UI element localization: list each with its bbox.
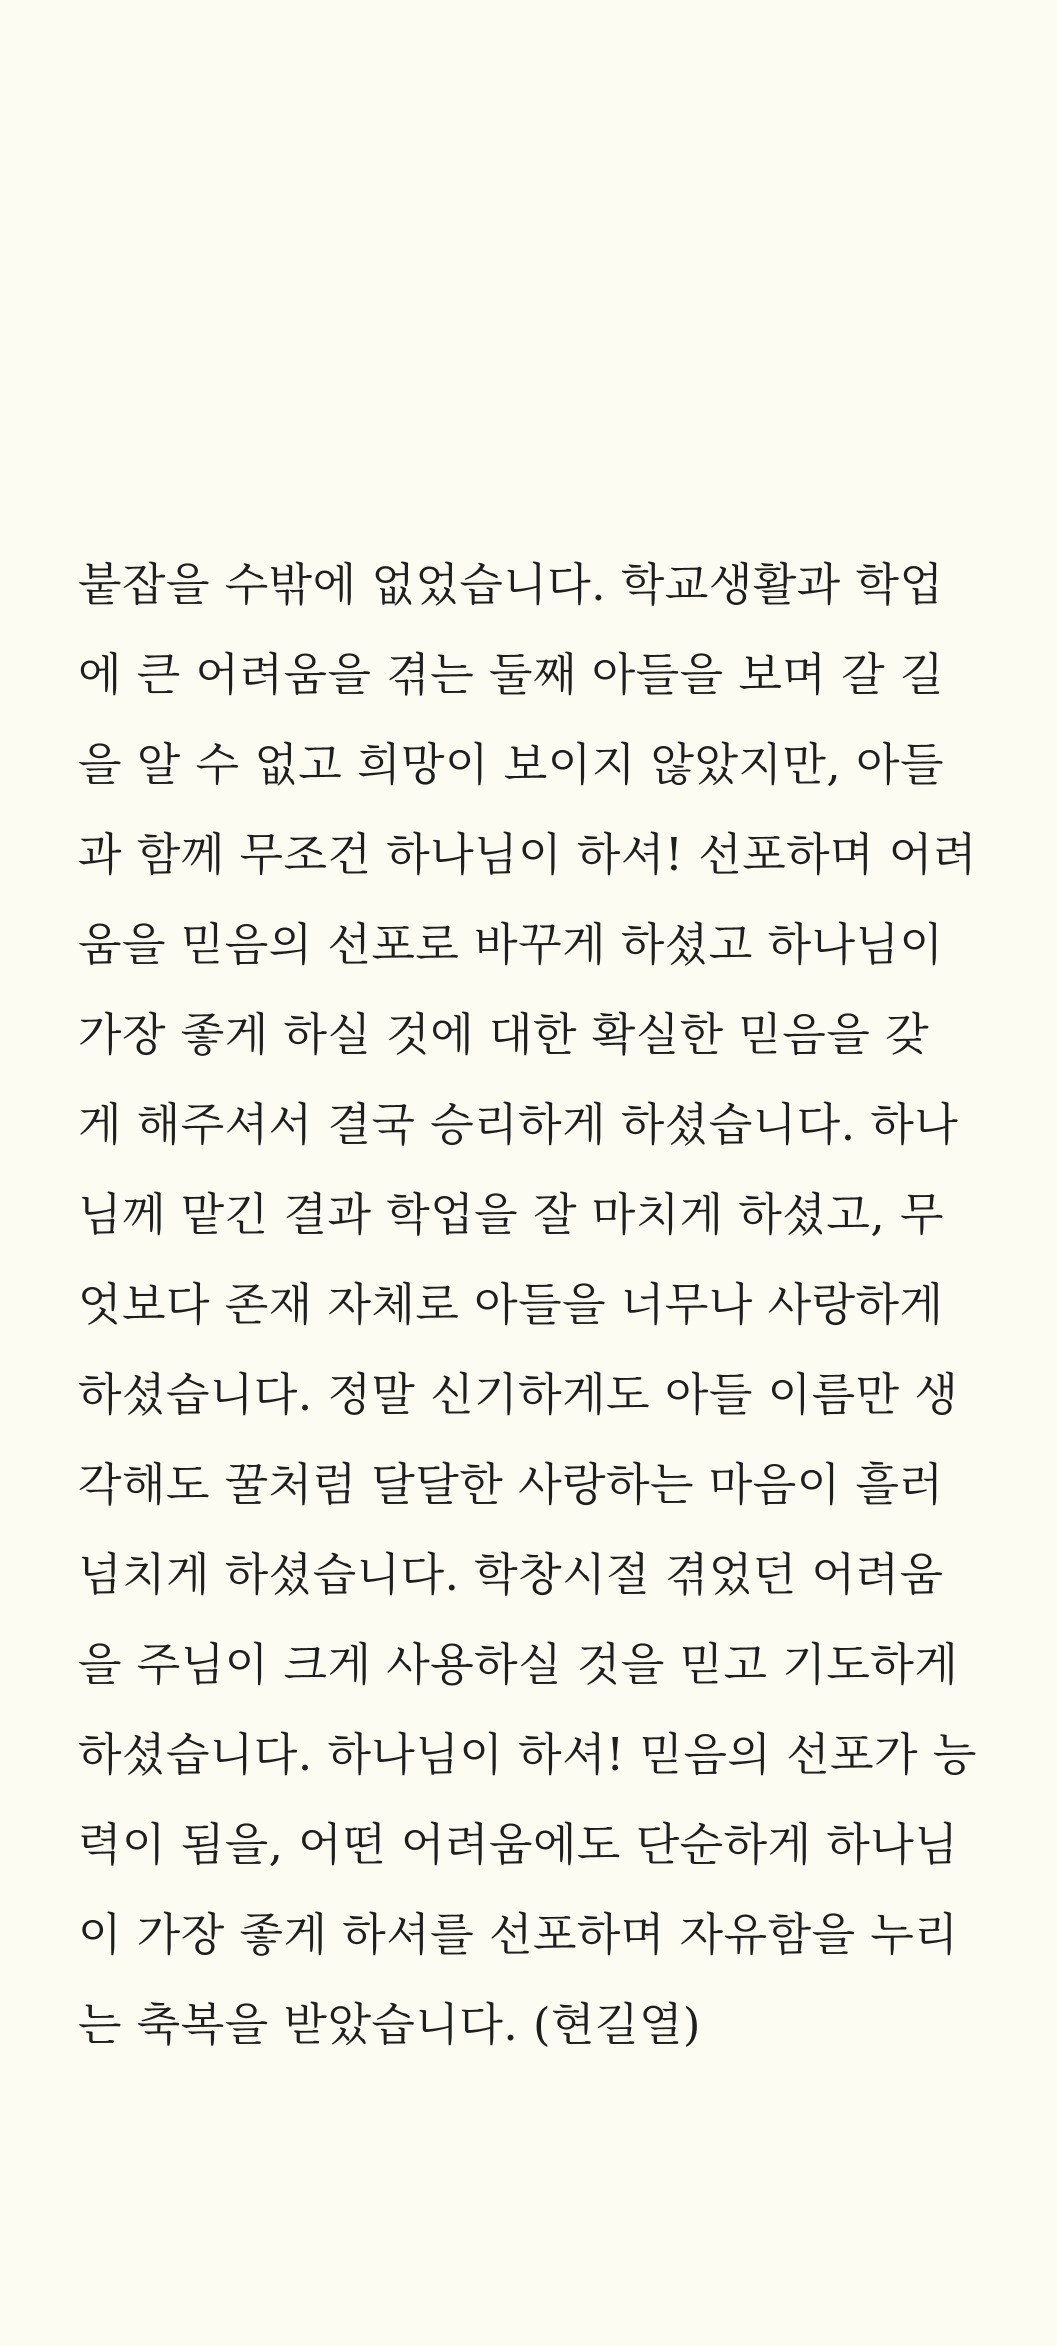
text-line: 엇보다 존재 자체로 아들을 너무나 사랑하게 [78, 1278, 944, 1331]
text-line: 을 주님이 크게 사용하실 것을 믿고 기도하게 [78, 1638, 959, 1691]
text-line: 과 함께 무조건 하나님이 하셔! 선포하며 어려 [78, 828, 977, 881]
text-line: 각해도 꿀처럼 달달한 사랑하는 마음이 흘러 [78, 1458, 944, 1511]
text-line: 에 큰 어려움을 겪는 둘째 아들을 보며 갈 길 [78, 648, 944, 701]
text-line: 하셨습니다. 하나님이 하셔! 믿음의 선포가 능 [78, 1728, 977, 1781]
text-line: 가장 좋게 하실 것에 대한 확실한 믿음을 갖 [78, 1008, 930, 1061]
text-line: 하셨습니다. 정말 신기하게도 아들 이름만 생 [78, 1368, 959, 1421]
text-line: 을 알 수 없고 희망이 보이지 않았지만, 아들 [78, 738, 944, 791]
text-line: 넘치게 하셨습니다. 학창시절 겪었던 어려움 [78, 1548, 944, 1601]
text-line: 움을 믿음의 선포로 바꾸게 하셨고 하나님이 [78, 918, 944, 971]
text-line: 력이 됨을, 어떤 어려움에도 단순하게 하나님 [78, 1818, 959, 1871]
text-line: 게 해주셔서 결국 승리하게 하셨습니다. 하나 [78, 1098, 959, 1151]
text-line: 는 축복을 받았습니다. (현길열) [78, 1998, 701, 2051]
text-line: 님께 맡긴 결과 학업을 잘 마치게 하셨고, 무 [78, 1188, 944, 1241]
text-line: 붙잡을 수밖에 없었습니다. 학교생활과 학업 [78, 558, 944, 611]
body-text [78, 540, 998, 2070]
text-line: 이 가장 좋게 하셔를 선포하며 자유함을 누리 [78, 1908, 959, 1961]
